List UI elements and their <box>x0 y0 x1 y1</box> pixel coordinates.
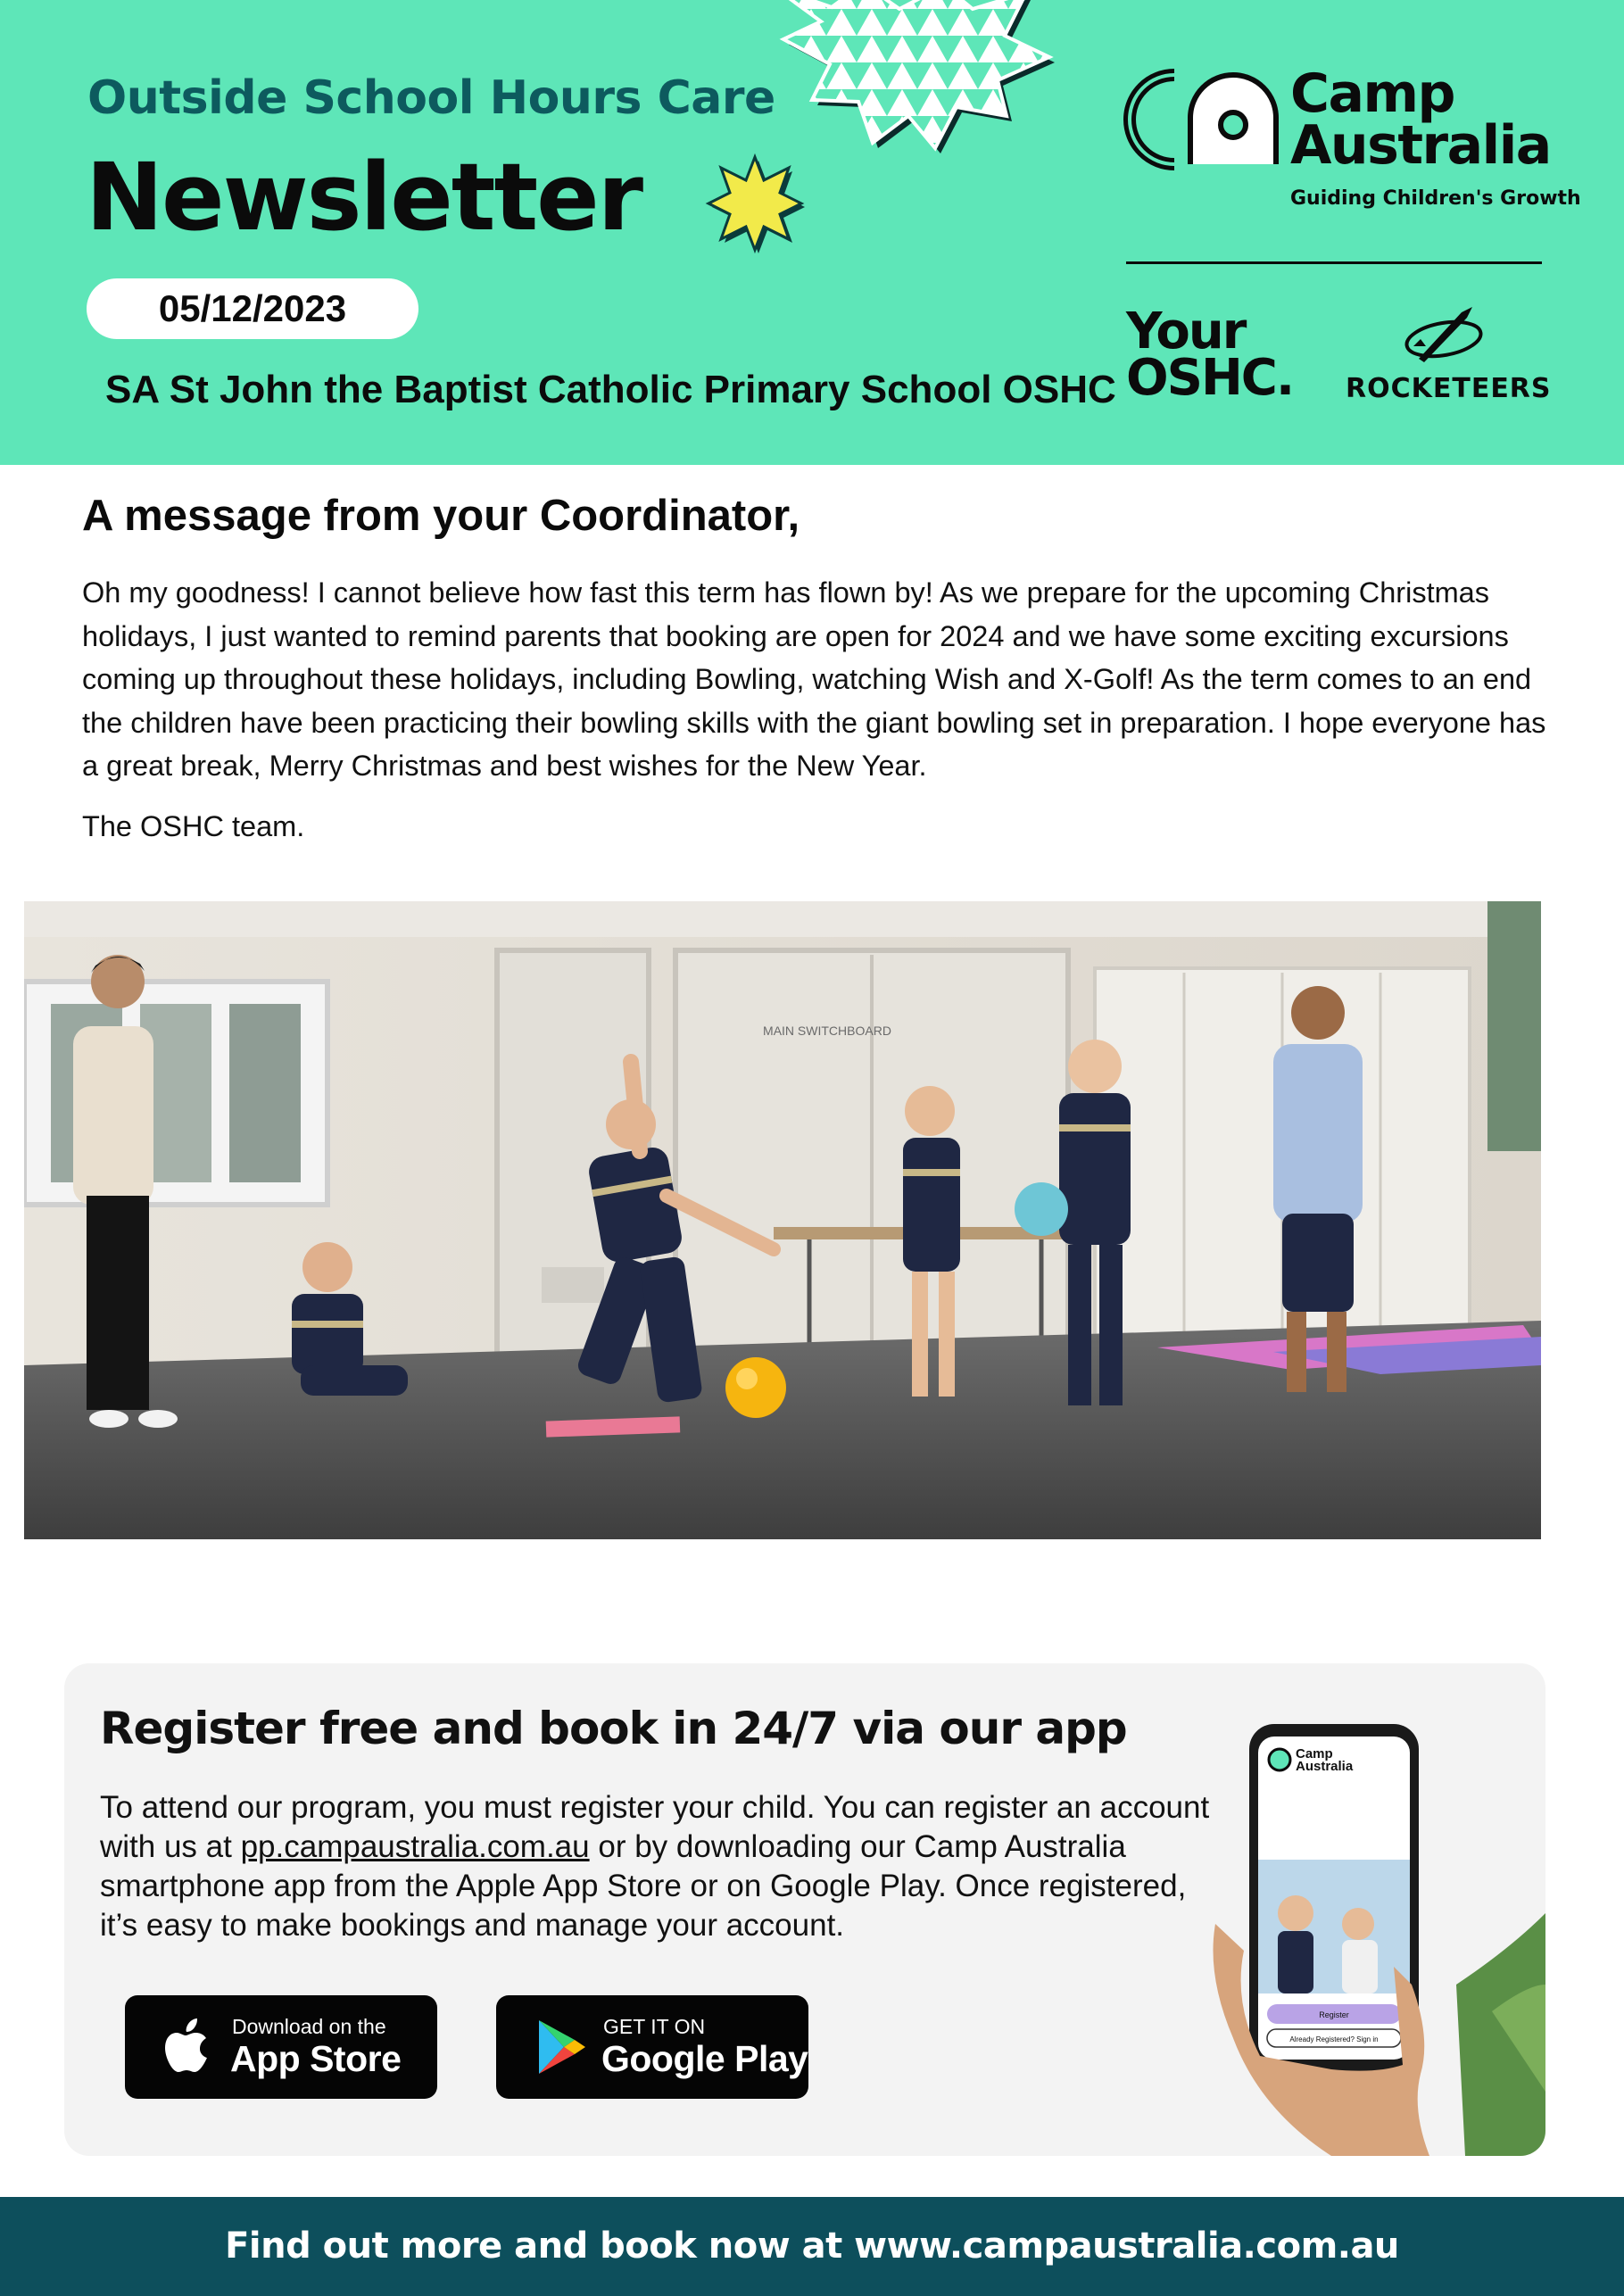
footer-cta[interactable]: Find out more and book now at www.campaustralia.com.au <box>225 2226 1399 2267</box>
google-play-small-label: GET IT ON <box>603 2015 706 2038</box>
google-play-icon <box>528 2015 592 2079</box>
message-signoff: The OSHC team. <box>82 810 305 842</box>
your-oshc-line1: Your <box>1126 303 1246 361</box>
apple-icon <box>157 2015 221 2079</box>
app-store-label: App Store <box>230 2038 402 2079</box>
phone-brand-line1: Camp <box>1296 1746 1333 1761</box>
brand-tagline: Guiding Children's Growth <box>1290 187 1581 210</box>
your-oshc-logo <box>1126 303 1294 407</box>
phone-register-button: Register <box>1319 2010 1349 2019</box>
brand-name-line1: Camp <box>1290 62 1454 125</box>
header-title: Newsletter <box>86 143 642 252</box>
children-bowling-photo <box>24 901 1541 1539</box>
phone-app-illustration <box>1197 1717 1545 2156</box>
rocketeers-logo: ROCKETEERS <box>1346 373 1552 404</box>
register-app-card <box>64 1663 1545 2156</box>
footer-bar <box>0 2197 1624 2296</box>
register-title: Register free and book in 24/7 via our app <box>100 1703 1127 1754</box>
app-store-button[interactable] <box>125 1995 437 2099</box>
register-body-text-end: or by downloading our Camp Australia smartphone app from the Apple App Store or on Google Play. Once registered, it’s easy to make bookings and manage your account. <box>100 1829 1187 1943</box>
photo-wall-sign: MAIN SWITCHBOARD <box>763 1024 891 1038</box>
register-body <box>100 1788 1224 1945</box>
message-body: Oh my goodness! I cannot believe how fast this term has flown by! As we prepare for the upcoming Christmas holidays, I just wanted to remind parents that booking are open for 2024 and we have some exciting excursions coming up throughout these holidays, including Bowling, watching Wish and X-Golf! As the term comes to an end the children have been practicing their bowling skills with the giant bowling set in preparation. I hope everyone has a great break, Merry Christmas and best wishes for the New Year. <box>82 576 1546 782</box>
decorative-star-icon <box>766 0 1060 161</box>
google-play-label: Google Play <box>601 2038 808 2079</box>
your-oshc-line2: OSHC. <box>1126 349 1294 407</box>
app-store-small-label: Download on the <box>232 2015 386 2038</box>
brand-name <box>1290 62 1551 177</box>
newsletter-date: 05/12/2023 <box>87 278 418 339</box>
header-divider <box>1126 261 1542 264</box>
header-kicker: Outside School Hours Care <box>87 71 775 125</box>
sun-burst-icon <box>705 153 805 253</box>
school-name: SA St John the Baptist Catholic Primary School OSHC <box>105 368 1116 411</box>
camp-australia-logo-icon <box>1121 66 1299 173</box>
google-play-button[interactable] <box>496 1995 808 2099</box>
rocket-icon <box>1399 303 1485 368</box>
brand-name-line2: Australia <box>1290 114 1551 177</box>
message-heading: A message from your Coordinator, <box>82 492 800 540</box>
register-body-text: To attend our program, you must register your child. You can register an account with us at <box>100 1790 1210 1864</box>
newsletter-header <box>0 0 1624 465</box>
phone-brand-line2: Australia <box>1296 1759 1354 1774</box>
phone-sign-in: Already Registered? Sign in <box>1289 2035 1379 2043</box>
registration-link[interactable]: pp.campaustralia.com.au <box>240 1829 590 1864</box>
